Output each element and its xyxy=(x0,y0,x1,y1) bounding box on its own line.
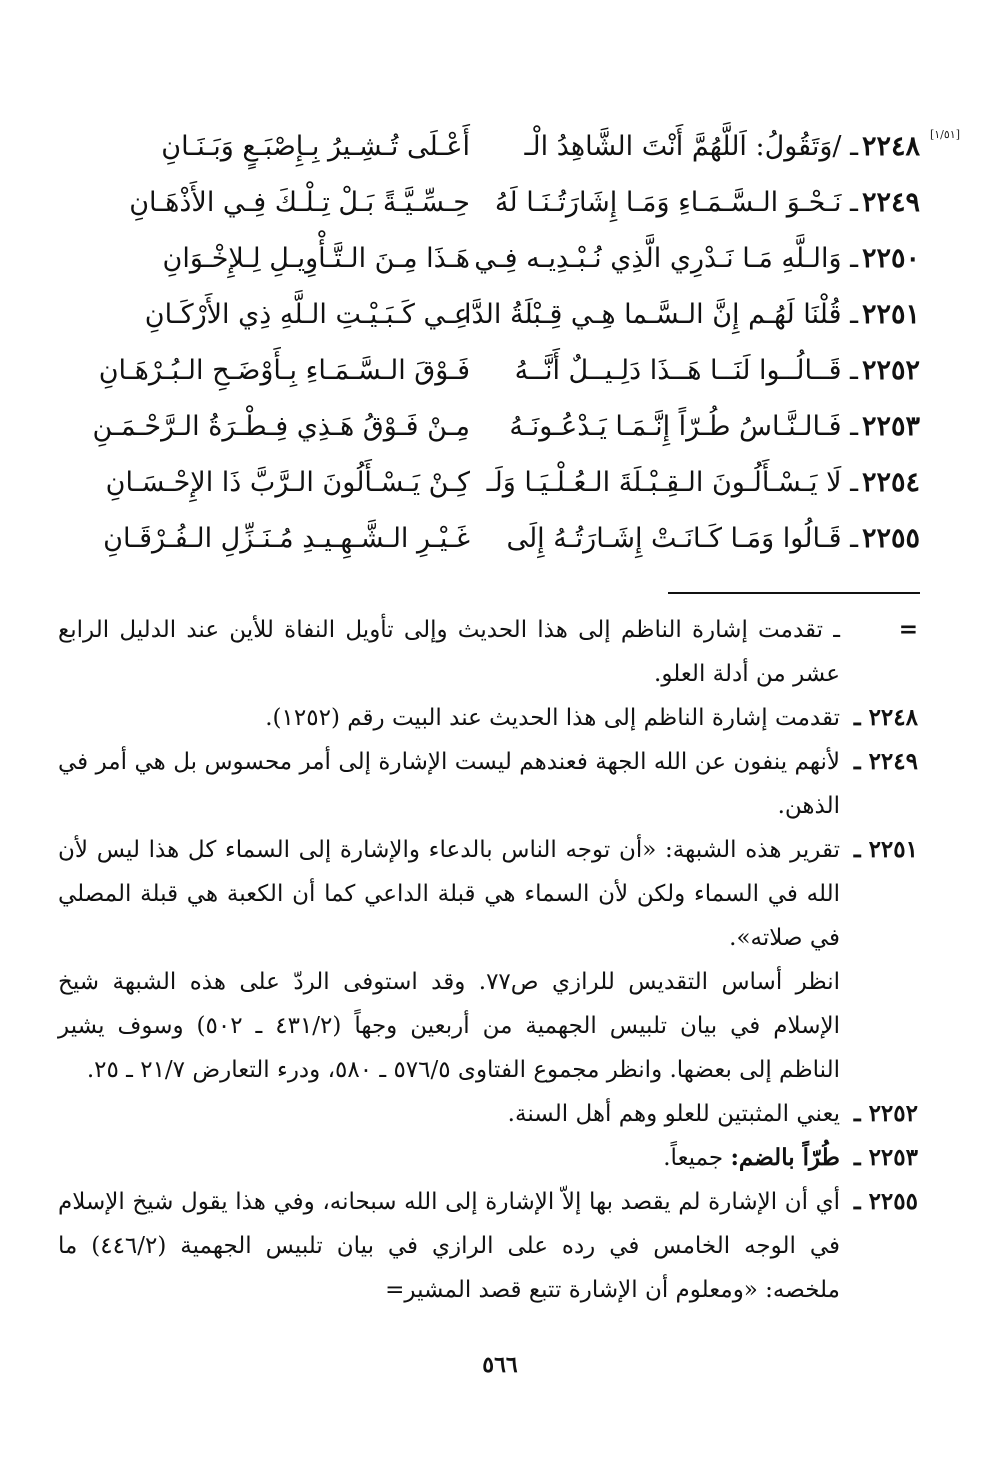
verse-second-hemistich: هَـذَا مِـنَ الـتَّـأْوِيـلِ لِـلإِخْـوَانِ xyxy=(162,243,470,274)
verse-first-text: ـ فَـالـنَّـاسُ طُـرّاً إِنَّـمَـا يَـدْعُـونَـهُ xyxy=(509,411,858,442)
verse-second-hemistich: كِـنْ يَـسْـأَلُونَ الـرَّبَّ ذَا الإِحْـسَـانِ xyxy=(105,467,470,498)
verse-first-text: ـ قَـالُوا وَمَـا كَـانَـتْ إِشَـارَتُـهُ إِلَى xyxy=(506,523,858,554)
verse-first-hemistich xyxy=(490,514,920,564)
verse-2253 xyxy=(40,402,960,458)
footnote-text: لأنهم ينفون عن الله الجهة فعندهم ليست الإشارة إلى أمر محسوس بل هي أمر في الذهن. xyxy=(58,749,840,819)
verse-first-text: ـ نَـحْـوَ الـسَّـمَـاءِ وَمَـا إِشَارَتُـنَـا لَهُ xyxy=(494,187,858,218)
footnote-text: ـ تقدمت إشارة الناظم إلى هذا الحديث وإلى تأويل النفاة للأين عند الدليل الرابع عشر من أدلة العلو. xyxy=(58,617,840,687)
footnote-separator xyxy=(668,592,920,594)
footnote-2252 xyxy=(58,1092,918,1136)
verse-first-hemistich xyxy=(490,122,920,172)
footnote-number: ٢٢٤٩ ـ xyxy=(853,748,918,775)
footnotes xyxy=(58,608,918,1312)
footnote-2251 xyxy=(58,828,918,1092)
verse-number: ٢٢٥٠ xyxy=(861,243,920,274)
footnote-text-references: انظر أساس التقديس للرازي ص٧٧. وقد استوفى الردّ على هذه الشبهة شيخ الإسلام في بيان تلبيس الجهمية من أربعين وجهاً (٤٣١/٢ ـ ٥٠٢) وسوف يشير الناظم إلى بعضها. وانظر مجموع الفتاوى ٥٧٦/٥ ـ ٥٨٠، ودرء التعارض ٢١/٧ ـ ٢٥. xyxy=(58,969,840,1083)
verse-first-text: ـ وَالـلَّهِ مَـا نَـدْرِي الَّذِي نُـبْـدِيـه فِـي xyxy=(474,243,858,274)
verse-2252 xyxy=(40,346,960,402)
footnote-number: ٢٢٥٢ ـ xyxy=(853,1100,918,1127)
poem-verses xyxy=(40,122,960,570)
footnote-2248 xyxy=(58,696,918,740)
footnote-2253 xyxy=(58,1136,918,1180)
verse-number: ٢٢٤٩ xyxy=(861,187,920,218)
verse-first-text: ـ /وَتَقُولُ: اَللَّهُمَّ أَنْتَ الشَّاهِدُ الْـ xyxy=(524,131,858,162)
manuscript-reference: [١/٥١] xyxy=(929,128,960,141)
verse-first-hemistich xyxy=(490,402,920,452)
verse-second-hemistich: غَـيْـرِ الـشَّـهِـيـدِ مُـنَـزِّلِ الـفُـرْقَـانِ xyxy=(103,523,470,554)
footnote-text xyxy=(58,1136,840,1180)
verse-number: ٢٢٥٤ xyxy=(861,467,920,498)
verse-2254 xyxy=(40,458,960,514)
footnote-2255 xyxy=(58,1180,918,1312)
verse-number: ٢٢٤٨ xyxy=(861,131,920,162)
verse-2249 xyxy=(40,178,960,234)
footnote-text: يعني المثبتين للعلو وهم أهل السنة. xyxy=(507,1101,840,1127)
verse-2255 xyxy=(40,514,960,570)
footnote-number: ٢٢٤٨ ـ xyxy=(853,704,918,731)
verse-first-hemistich xyxy=(474,234,920,284)
verse-first-hemistich xyxy=(486,458,920,508)
verse-2250 xyxy=(40,234,960,290)
footnote-text: تقدمت إشارة الناظم إلى هذا الحديث عند البيت رقم (١٢٥٢). xyxy=(265,705,840,731)
verse-second-hemistich: مِـنْ فَـوْقُ هَـذِي فِـطْـرَةُ الـرَّحْـمَـنِ xyxy=(92,411,470,442)
footnote-text: أي أن الإشارة لم يقصد بها إلاّ الإشارة إلى الله سبحانه، وفي هذا يقول شيخ الإسلام في الوجه الخامس في رده على الرازي في بيان تلبيس الجهمية (٤٤٦/٢) ما ملخصه: «ومعلوم أن الإشارة تتبع قصد المشير= xyxy=(58,1189,840,1303)
verse-second-hemistich: فَـوْقَ الـسَّـمَـاءِ بِـأَوْضَـحِ الـبُـرْهَـانِ xyxy=(98,355,470,386)
page-number: ٥٦٦ xyxy=(482,1352,518,1378)
verse-number: ٢٢٥٥ xyxy=(861,523,920,554)
footnote-number: ٢٢٥٣ ـ xyxy=(853,1144,918,1171)
verse-second-hemistich: عِـي كَـبَـيْـتِ الـلَّهِ ذِي الأَرْكَـانِ xyxy=(144,299,470,330)
verse-second-hemistich: أَعْـلَى تُـشِـيرُ بِـإِصْبَـعٍ وَبَـنَـانِ xyxy=(161,131,470,162)
footnote-term: طُرّاً بالضم: xyxy=(730,1144,840,1171)
footnote-2249 xyxy=(58,740,918,828)
verse-first-text: ـ لَا يَـسْـأَلُـونَ الـقِـبْـلَةَ الـعُـلْـيَـا وَلَـ xyxy=(486,467,858,498)
verse-2248 xyxy=(40,122,960,178)
verse-first-text: ـ قُلْنَا لَهُـم إِنَّ الـسَّـما هِـي قِـبْلَةُ الدَّا xyxy=(463,299,858,330)
verse-second-hemistich: حِـسِّـيَّـةً بَـلْ تِـلْـكَ فِـي الأَذْهَـانِ xyxy=(129,187,470,218)
verse-2251 xyxy=(40,290,960,346)
verse-number: ٢٢٥٢ xyxy=(861,355,920,386)
footnote-number: ٢٢٥٥ ـ xyxy=(853,1188,918,1215)
verse-first-text: ـ قَــالُــوا لَنَــا هَــذَا دَلِـيــلٌ أَنَّــهُ xyxy=(514,355,858,386)
verse-first-hemistich xyxy=(490,346,920,396)
verse-first-hemistich xyxy=(463,290,920,340)
footnote-definition: جميعاً. xyxy=(663,1145,731,1171)
footnote-number: = xyxy=(898,616,918,643)
footnote-number: ٢٢٥١ ـ xyxy=(853,836,918,863)
footnote-text: تقرير هذه الشبهة: «أن توجه الناس بالدعاء والإشارة إلى السماء كل هذا ليس لأن الله في السماء ولكن لأن السماء هي قبلة الداعي كما أن الكعبة هي قبلة المصلي في صلاته». xyxy=(58,837,840,951)
verse-first-hemistich xyxy=(490,178,920,228)
footnote-continuation xyxy=(58,608,918,696)
verse-number: ٢٢٥١ xyxy=(861,299,920,330)
verse-number: ٢٢٥٣ xyxy=(861,411,920,442)
